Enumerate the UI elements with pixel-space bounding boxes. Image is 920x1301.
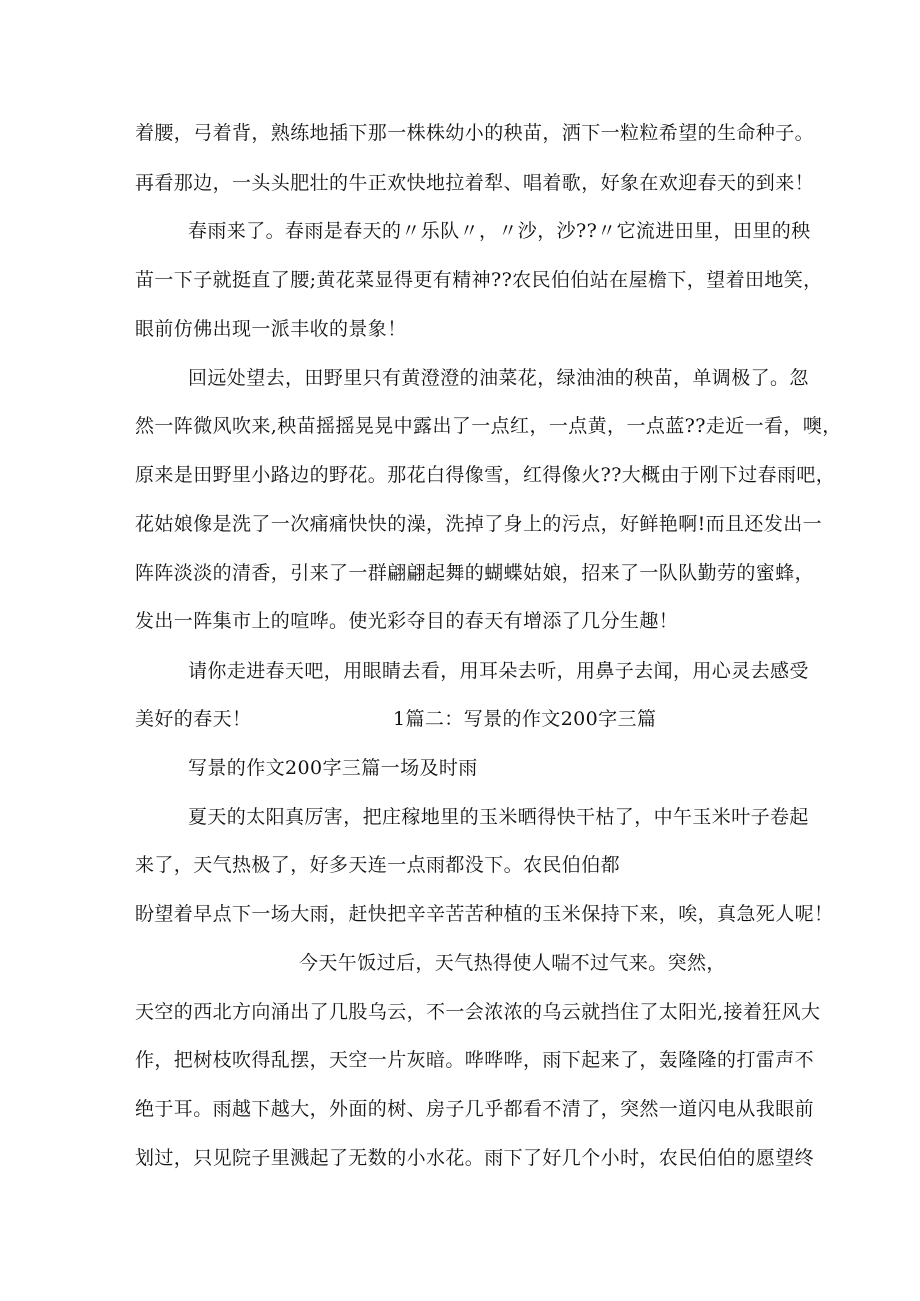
- text-line: 再看那边，一头头肥壮的牛正欢快地拉着犁、唱着歌，好象在欢迎春天的到来！: [135, 172, 815, 194]
- text-line: 美好的春天！: [135, 708, 252, 730]
- text-line: 花姑娘像是洗了一次痛痛快快的澡，洗掉了身上的污点，好鲜艳啊!而且还发出一: [135, 513, 823, 535]
- section-heading: 1篇二：写景的作文200字三篇: [393, 708, 657, 730]
- text-line: 原来是田野里小路边的野花。那花白得像雪，红得像火??大概由于刚下过春雨吧，: [135, 464, 836, 486]
- text-line: 苗一下子就挺直了腰;黄花菜显得更有精神??农民伯伯站在屋檐下，望着田地笑，: [135, 269, 823, 291]
- text-line: 请你走进春天吧，用眼睛去看，用耳朵去听，用鼻子去闻，用心灵去感受: [188, 660, 809, 682]
- text-line: 天空的西北方向涌出了几股乌云，不一会浓浓的乌云就挡住了太阳光,接着狂风大: [135, 1001, 821, 1023]
- text-line: 春雨来了。春雨是春天的〃乐队〃，〃沙，沙??〃它流进田里，田里的秧: [188, 220, 811, 242]
- text-line: 来了，天气热极了，好多天连一点雨都没下。农民伯伯都: [135, 854, 621, 876]
- text-line: 绝于耳。雨越下越大，外面的树、房子几乎都看不清了，突然一道闪电从我眼前: [135, 1098, 815, 1120]
- text-line: 回远处望去，田野里只有黄澄澄的油菜花，绿油油的秧苗，单调极了。忽: [188, 367, 809, 389]
- text-line: 今天午饭过后，天气热得使人喘不过气来。突然，: [299, 952, 726, 974]
- article-title: 写景的作文200字三篇一场及时雨: [188, 757, 478, 779]
- text-line: 眼前仿佛出现一派丰收的景象！: [135, 318, 407, 340]
- text-line: 划过，只见院子里溅起了无数的小水花。雨下了好几个小时，农民伯伯的愿望终: [135, 1147, 815, 1169]
- text-line: 着腰，弓着背，熟练地插下那一株株幼小的秧苗，洒下一粒粒希望的生命种子。: [135, 122, 815, 144]
- text-line: 然一阵微风吹来,秧苗摇摇晃晃中露出了一点红，一点黄，一点蓝??走近一看，噢，: [135, 415, 842, 437]
- text-line: 阵阵淡淡的清香，引来了一群翩翩起舞的蝴蝶姑娘，招来了一队队勤劳的蜜蜂，: [135, 562, 815, 584]
- text-line: 发出一阵集市上的喧哗。使光彩夺目的春天有增添了几分生趣！: [135, 610, 679, 632]
- text-line: 作，把树枝吹得乱摆，天空一片灰暗。哗哗哗，雨下起来了，轰隆隆的打雷声不: [135, 1049, 815, 1071]
- text-line: 盼望着早点下一场大雨，赶快把辛辛苦苦种植的玉米保持下来，唉，真急死人呢！: [135, 903, 834, 925]
- text-line: 夏天的太阳真厉害，把庄稼地里的玉米晒得快干枯了，中午玉米叶子卷起: [188, 806, 809, 828]
